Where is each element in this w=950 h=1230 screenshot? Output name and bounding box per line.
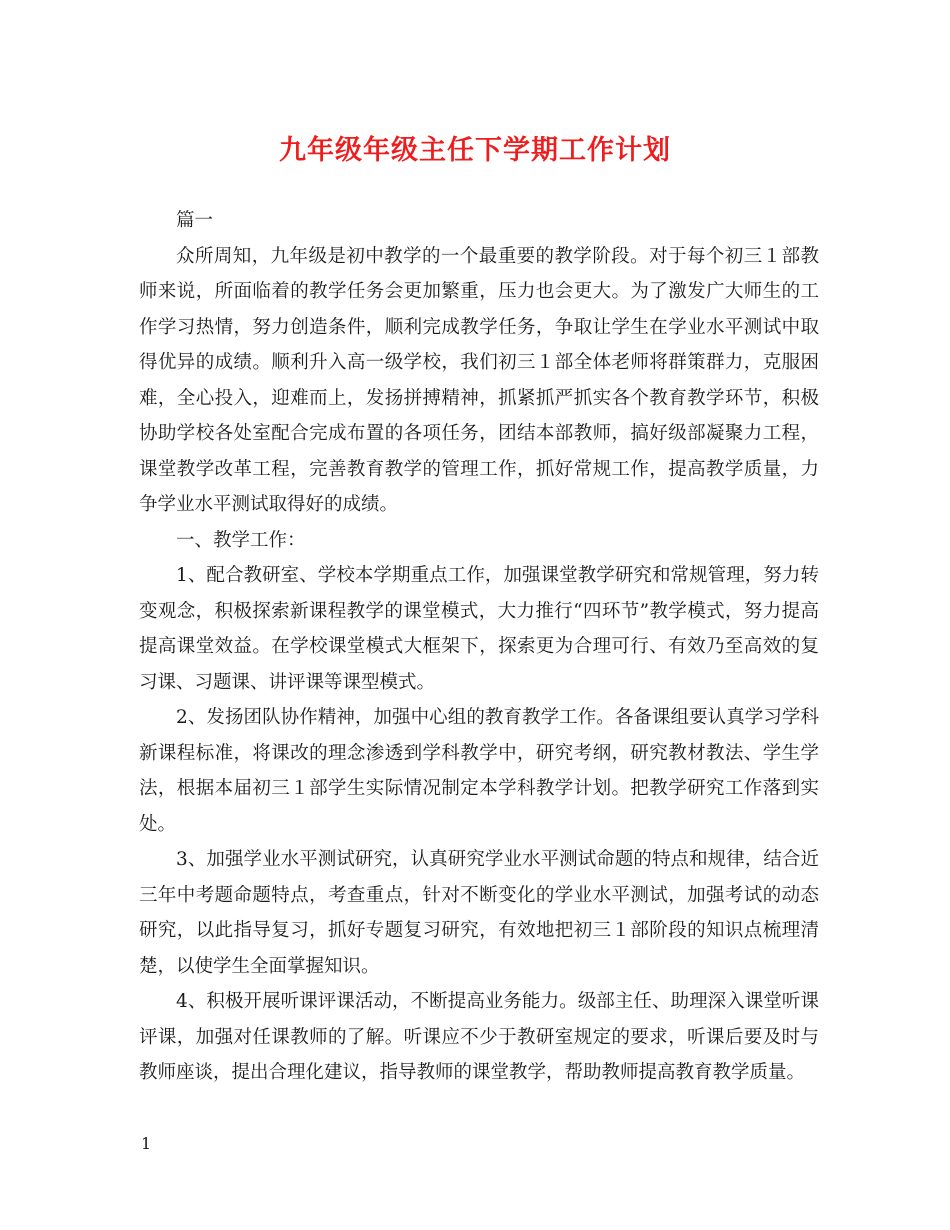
intro-paragraph: 众所周知，九年级是初中教学的一个最重要的教学阶段。对于每个初三１部教师来说，所面临着的教学任务会更加繁重，压力也会更大。为了激发广大师生的工作学习热情，努力创造条件，顺利完成教学任务，争取让学生在学业水平测试中取得优异的成绩。顺利升入高一级学校，我们初三１部全体老师将群策群力，克服困难，全心投入，迎难而上，发扬拼搏精神，抓紧抓严抓实各个教育教学环节，积极协助学校各处室配合完成布置的各项任务，团结本部教师，搞好级部凝聚力工程，课堂教学改革工程，完善教育教学的管理工作，抓好常规工作，提高教学质量，力争学业水平测试取得好的成绩。: [139, 245, 819, 515]
document-body: [139, 203, 819, 1091]
item-paragraph-1: 1、配合教研室、学校本学期重点工作，加强课堂教学研究和常规管理，努力转变观念，积极探索新课程教学的课堂模式，大力推行“四环节”教学模式，努力提高提高课堂效益。在学校课堂模式大框架下，探索更为合理可行、有效乃至高效的复习课、习题课、讲评课等课型模式。: [139, 565, 819, 693]
section-heading-part-one: 篇一: [176, 210, 214, 231]
item-paragraph-3: 3、加强学业水平测试研究，认真研究学业水平测试命题的特点和规律，结合近三年中考题命题特点，考查重点，针对不断变化的学业水平测试，加强考试的动态研究，以此指导复习，抓好专题复习研究，有效地把初三１部阶段的知识点梳理清楚，以使学生全面掌握知识。: [139, 849, 819, 977]
item-paragraph-2: 2、发扬团队协作精神，加强中心组的教育教学工作。各备课组要认真学习学科新课程标准，将课改的理念渗透到学科教学中，研究考纲，研究教材教法、学生学法，根据本届初三１部学生实际情况制定本学科教学计划。把教学研究工作落到实处。: [139, 707, 819, 835]
item-paragraph-4: 4、积极开展听课评课活动，不断提高业务能力。级部主任、助理深入课堂听课评课，加强对任课教师的了解。听课应不少于教研室规定的要求，听课后要及时与教师座谈，提出合理化建议，指导教师的课堂教学，帮助教师提高教育教学质量。: [139, 991, 819, 1083]
section-heading-teaching-work: 一、教学工作：: [176, 529, 306, 551]
page-number: 1: [141, 1134, 152, 1153]
document-title: 九年级年级主任下学期工作计划: [279, 135, 671, 166]
